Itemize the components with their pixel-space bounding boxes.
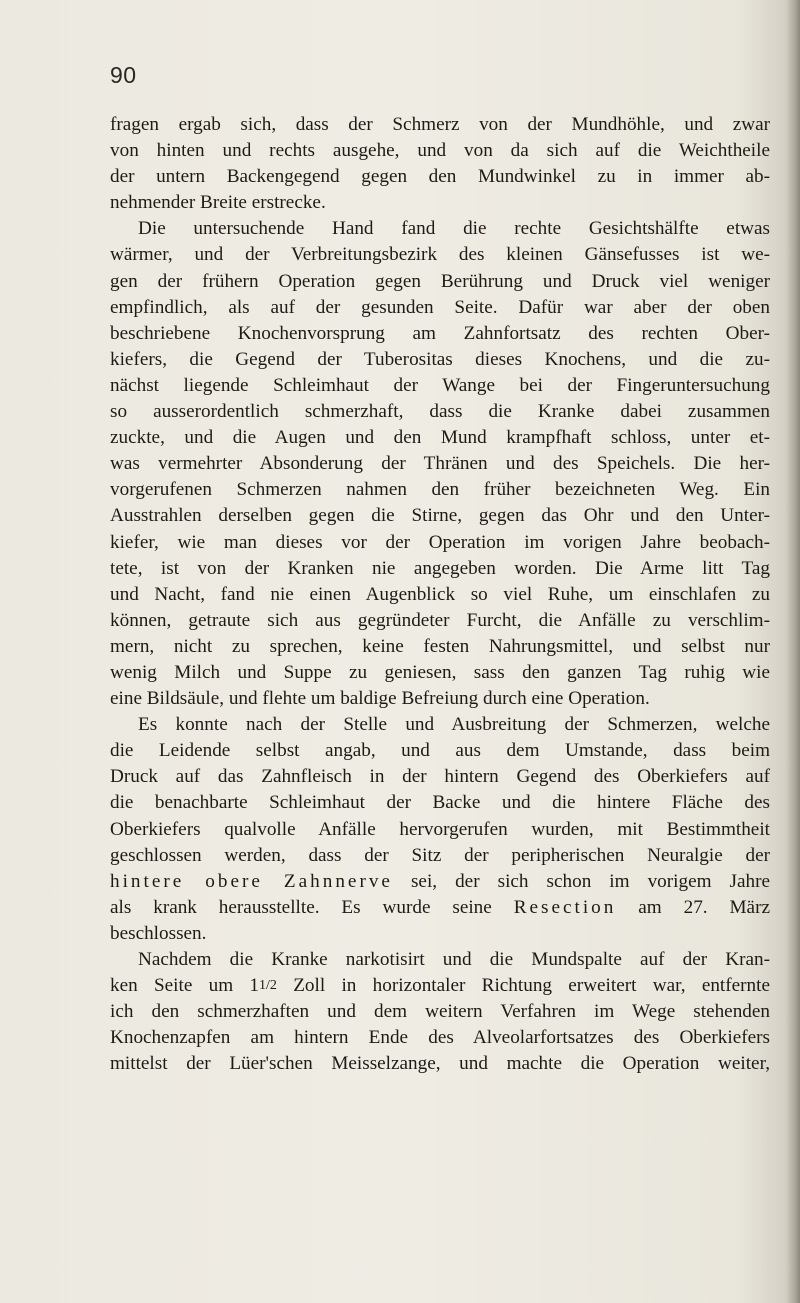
text-line: tete, ist von der Kranken nie angegeben worden. Die Arme litt Tag xyxy=(110,557,770,579)
page-edge-shadow xyxy=(786,0,800,1303)
text-line: von hinten und rechts ausgehe, und von da sich auf die Weichtheile xyxy=(110,140,770,162)
text-line: mittelst der Lüer'schen Meisselzange, und machte die Operation weiter, xyxy=(110,1053,770,1075)
text-line: empfindlich, als auf der gesunden Seite. Dafür war aber der oben xyxy=(110,296,770,318)
text-line: Oberkiefers qualvolle Anfälle hervorgerufen wurden, mit Bestimmtheit xyxy=(110,818,770,840)
text-line: ich den schmerzhaften und dem weitern Verfahren im Wege stehenden xyxy=(110,1001,770,1023)
text-line: die benachbarte Schleimhaut der Backe und die hintere Fläche des xyxy=(110,792,770,814)
text-line: der untern Backengegend gegen den Mundwinkel zu in immer ab- xyxy=(110,166,770,188)
text-segment: Zoll in horizontaler Richtung erweitert war, entfernte xyxy=(276,975,770,997)
text-line: beschlossen. xyxy=(110,922,207,944)
text-line: kiefers, die Gegend der Tuberositas dieses Knochens, und die zu- xyxy=(110,348,770,370)
text-line: zuckte, und die Augen und den Mund krampfhaft schloss, unter et- xyxy=(110,427,770,449)
text-line: eine Bildsäule, und flehte um baldige Befreiung durch eine Operation. xyxy=(110,688,650,710)
text-line: Druck auf das Zahnfleisch in der hintern Gegend des Oberkiefers auf xyxy=(110,766,770,788)
spaced-term: Resection xyxy=(513,896,617,918)
text-line: und Nacht, fand nie einen Augenblick so viel Ruhe, um einschlafen zu xyxy=(110,583,770,605)
text-segment: sei, der sich schon im vorigem Jahre xyxy=(392,870,771,892)
text-line: mern, nicht zu sprechen, keine festen Nahrungsmittel, und selbst nur xyxy=(110,635,770,657)
text-segment: ken Seite um 1 xyxy=(110,975,260,997)
text-line: Nachdem die Kranke narkotisirt und die Mundspalte auf der Kran- xyxy=(138,949,770,970)
text-line: beschriebene Knochenvorsprung am Zahnfortsatz des rechten Ober- xyxy=(110,322,770,344)
text-line: können, getraute sich aus gegründeter Furcht, die Anfälle zu verschlim- xyxy=(110,609,770,631)
text-line xyxy=(110,973,770,999)
text-line: was vermehrter Absonderung der Thränen und des Speichels. Die her- xyxy=(110,453,770,475)
spaced-term: hintere obere Zahnnerve xyxy=(110,870,393,892)
text-line: kiefer, wie man dieses vor der Operation im vorigen Jahre beobach- xyxy=(110,531,770,553)
text-line: Die untersuchende Hand fand die rechte Gesichtshälfte etwas xyxy=(138,218,770,240)
text-line: die Leidende selbst angab, und aus dem Umstande, dass beim xyxy=(110,740,770,762)
text-line: wenig Milch und Suppe zu geniesen, sass den ganzen Tag ruhig wie xyxy=(110,661,770,683)
text-line: fragen ergab sich, dass der Schmerz von der Mundhöhle, und zwar xyxy=(110,114,770,135)
text-segment: als krank herausstellte. Es wurde seine xyxy=(110,896,514,918)
text-line: Knochenzapfen am hintern Ende des Alveolarfortsatzes des Oberkiefers xyxy=(110,1027,770,1049)
text-line xyxy=(110,869,770,895)
text-line: Ausstrahlen derselben gegen die Stirne, gegen das Ohr und den Unter- xyxy=(110,505,770,527)
text-line: wärmer, und der Verbreitungsbezirk des kleinen Gänsefusses ist we- xyxy=(110,244,770,266)
text-line: geschlossen werden, dass der Sitz der peripherischen Neuralgie der xyxy=(110,844,770,866)
text-line: so ausserordentlich schmerzhaft, dass die Kranke dabei zusammen xyxy=(110,401,770,423)
text-segment: am 27. März xyxy=(616,896,770,918)
text-line xyxy=(110,895,770,921)
text-line: nehmender Breite erstrecke. xyxy=(110,192,326,214)
page-number: 90 xyxy=(110,62,137,88)
text-line: gen der frühern Operation gegen Berührung und Druck viel weniger xyxy=(110,270,770,292)
body-text xyxy=(110,112,770,1077)
text-line: vorgerufenen Schmerzen nahmen den früher bezeichneten Weg. Ein xyxy=(110,479,770,501)
text-line: nächst liegende Schleimhaut der Wange bei der Fingeruntersuchung xyxy=(110,374,770,396)
text-line: Es konnte nach der Stelle und Ausbreitung der Schmerzen, welche xyxy=(138,714,770,736)
fraction: 1/2 xyxy=(259,978,277,994)
